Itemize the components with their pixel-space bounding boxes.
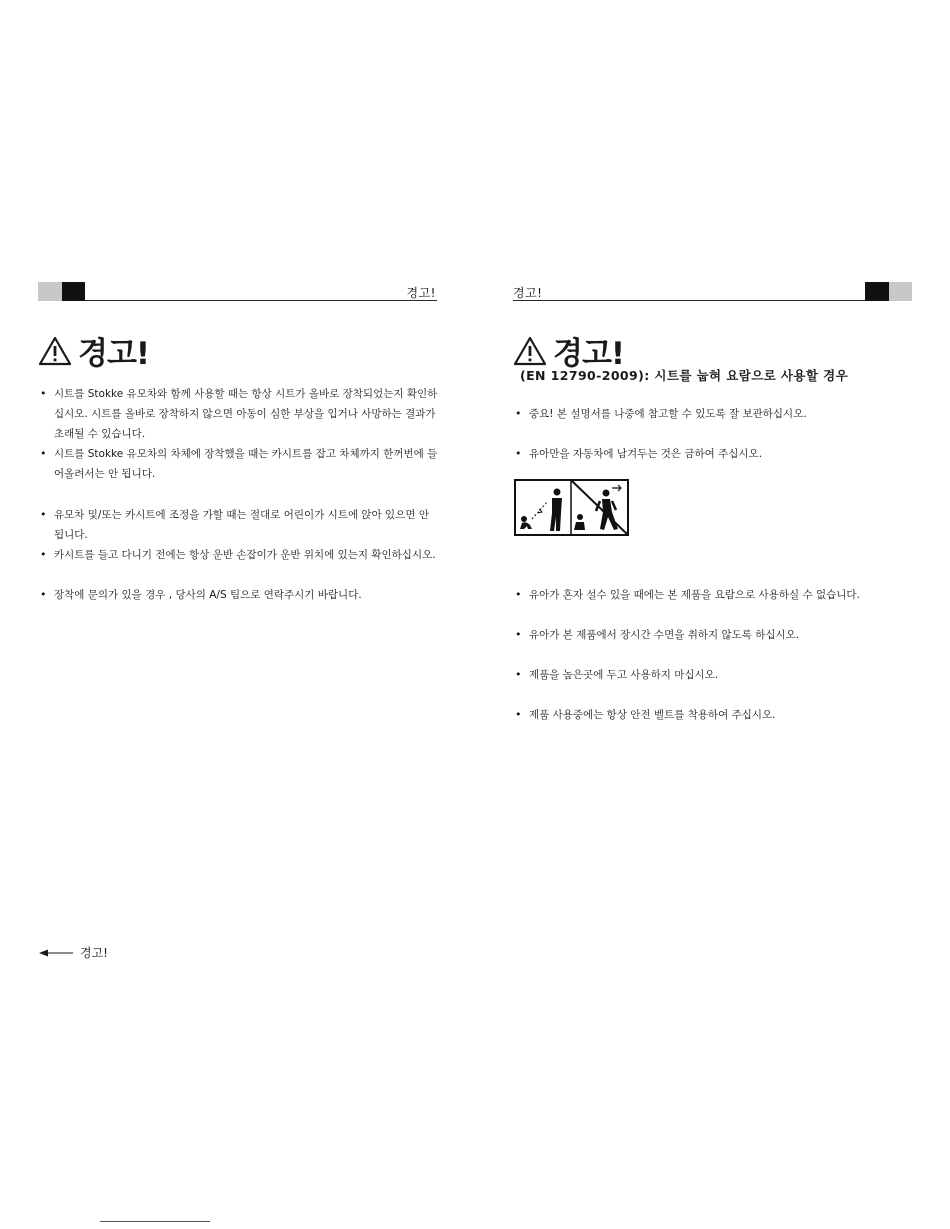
back-nav-link[interactable] — [38, 944, 108, 961]
right-bullet-1-text: 중요! 본 설명서를 나중에 참고할 수 있도록 잘 보관하십시오. — [529, 408, 807, 420]
left-bullet-5-text: 장착에 문의가 있을 경우 , 당사의 A/S 팀으로 연락주시기 바랍니다. — [54, 589, 362, 601]
left-bullet-1-text: 시트를 Stokke 유모차와 함께 사용할 때는 항상 시트가 올바로 장착되었는지 확인하십시오. 시트를 올바로 장착하지 않으면 아동이 심한 부상을 입거나 사망하는 결과가 초래될 수 있습니다. — [54, 388, 438, 440]
baby-head-right — [577, 514, 583, 520]
right-bullet-4-text: 유아가 본 제품에서 장시간 수면을 취하지 않도록 하십시오. — [529, 629, 800, 641]
adult-head-right — [603, 490, 610, 497]
left-bullet-4: • 카시트를 들고 다니기 전에는 항상 운반 손잡이가 운반 위치에 있는지 확인하십시오. — [40, 545, 438, 565]
right-bullet-3-text: 유아가 혼자 설수 있을 때에는 본 제품을 요람으로 사용하실 수 없습니다. — [529, 589, 860, 601]
right-header-rule — [513, 300, 865, 301]
left-page-title — [38, 328, 149, 373]
footer-link-underline[interactable] — [100, 1221, 210, 1222]
right-bullet-2: • 유아만을 자동차에 남겨두는 것은 금하여 주십시오. — [515, 444, 913, 464]
right-title-text: 경고! — [553, 336, 625, 372]
right-bullet-2-text: 유아만을 자동차에 남겨두는 것은 금하여 주십시오. — [529, 448, 763, 460]
right-bullet-6-text: 제품 사용중에는 항상 안전 벨트를 착용하여 주십시오. — [529, 709, 776, 721]
left-bullet-4-text: 카시트를 들고 다니기 전에는 항상 운반 손잡이가 운반 위치에 있는지 확인하십시오. — [54, 549, 436, 561]
left-header-black-tab — [62, 282, 85, 301]
left-header-gray-tab — [38, 282, 62, 301]
left-bullet-2-text: 시트를 Stokke 유모차의 차체에 장착했을 때는 카시트를 잡고 차체까지 한꺼번에 들어올려서는 안 됩니다. — [54, 448, 438, 480]
right-bullet-4: • 유아가 본 제품에서 장시간 수면을 취하지 않도록 하십시오. — [515, 625, 913, 645]
baby-head — [521, 516, 527, 522]
left-header-label: 경고! — [406, 286, 436, 300]
do-not-leave-child-pictogram — [514, 479, 629, 536]
adult-head-left — [554, 489, 561, 496]
right-bullet-5-text: 제품을 높은곳에 두고 사용하지 마십시오. — [529, 669, 719, 681]
left-arrow-icon — [38, 948, 74, 958]
back-nav-label: 경고! — [80, 946, 108, 960]
left-bullet-3: • 유모차 및/또는 카시트에 조정을 가할 때는 절대로 어린이가 시트에 앉아 있으면 안 됩니다. — [40, 505, 438, 545]
right-header-label: 경고! — [513, 286, 543, 300]
right-bullet-5: • 제품을 높은곳에 두고 사용하지 마십시오. — [515, 665, 913, 685]
warning-triangle-icon — [38, 336, 72, 366]
right-header-black-tab — [865, 282, 889, 301]
left-bullet-1: • 시트를 Stokke 유모차와 함께 사용할 때는 항상 시트가 올바로 장착되었는지 확인하십시오. 시트를 올바로 장착하지 않으면 아동이 심한 부상을 입거나 사망하는 결과가 초래될 수 있습니다. — [40, 384, 438, 444]
right-bullet-6: • 제품 사용중에는 항상 안전 벨트를 착용하여 주십시오. — [515, 705, 913, 725]
left-bullet-5: • 장착에 문의가 있을 경우 , 당사의 A/S 팀으로 연락주시기 바랍니다. — [40, 585, 438, 605]
warning-triangle-icon — [513, 336, 547, 366]
left-bullet-2: • 시트를 Stokke 유모차의 차체에 장착했을 때는 카시트를 잡고 차체까지 한꺼번에 들어올려서는 안 됩니다. — [40, 444, 438, 484]
right-bullet-1: • 중요! 본 설명서를 나중에 참고할 수 있도록 잘 보관하십시오. — [515, 404, 913, 424]
right-header-gray-tab — [889, 282, 912, 301]
right-bullet-3: • 유아가 혼자 설수 있을 때에는 본 제품을 요람으로 사용하실 수 없습니다. — [515, 585, 913, 605]
left-title-text: 경고! — [78, 336, 150, 372]
right-subtitle: (EN 12790-2009): 시트를 눕혀 요람으로 사용할 경우 — [520, 368, 849, 383]
left-bullet-3-text: 유모차 및/또는 카시트에 조정을 가할 때는 절대로 어린이가 시트에 앉아 있으면 안 됩니다. — [54, 509, 429, 541]
left-header-rule — [85, 300, 437, 301]
